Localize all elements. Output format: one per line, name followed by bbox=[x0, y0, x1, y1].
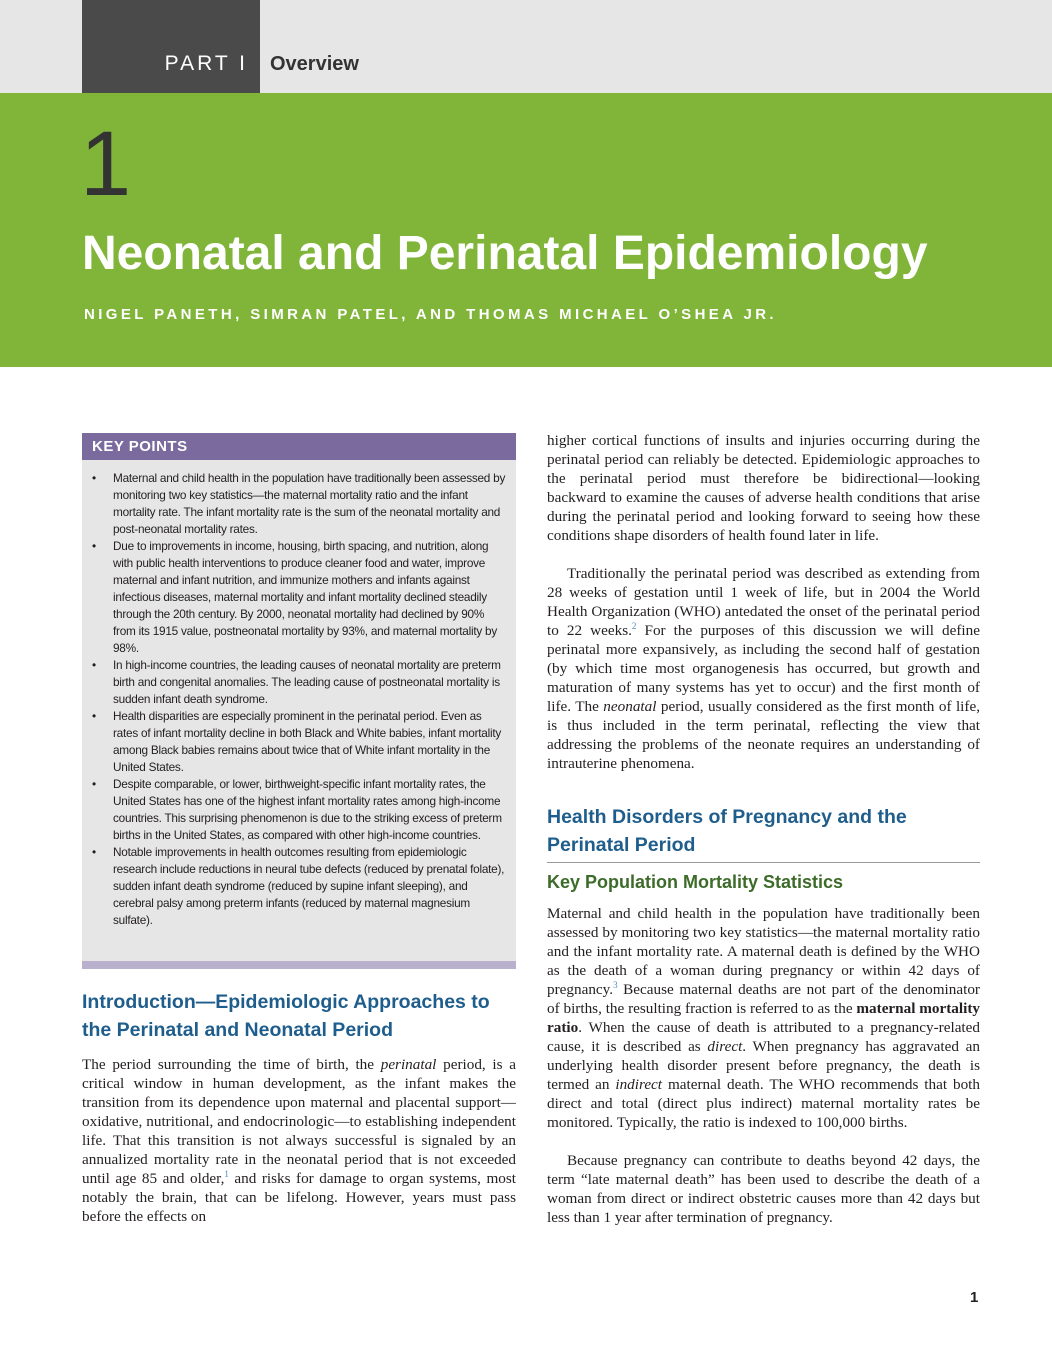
bullet-icon: • bbox=[92, 845, 96, 859]
continued-paragraph: higher cortical functions of insults and injuries occurring during the perinatal period can reliably be detected. Epidemiologic approaches to the perinatal period must therefore be bidirectional—looking backward to examine the causes of adverse health conditions that arise during the perinatal period and looking forward to seeing how these conditions shape disorders of health found later in life. bbox=[547, 432, 980, 544]
reference-link[interactable]: 3 bbox=[613, 979, 618, 990]
mortality-statistics-subheading: Key Population Mortality Statistics bbox=[547, 872, 844, 892]
key-points-box bbox=[82, 433, 516, 969]
key-point-item: • Notable improvements in health outcomes resulting from epidemiologic research include reductions in neural tube defects (reduced by prenatal folate), sudden infant death syndrome (reduced by supine infant sleeping), and cerebral palsy among preterm infants (reduced by maternal magnesium sulfate). bbox=[92, 845, 505, 927]
key-point-item: • Due to improvements in income, housing, birth spacing, and nutrition, along with public health interventions to produce cleaner food and water, improve maternal and infant nutrition, and immunize mothers and infants against infectious diseases, maternal mortality and infant mortality declined steadily through the 20th century. By 2000, neonatal mortality had declined by 90% from its 1915 value, postneonatal mortality by 93%, and maternal mortality by 98%. bbox=[92, 539, 498, 655]
perinatal-definition-paragraph: Traditionally the perinatal period was described as extending from 28 weeks of gestation until 1 week of life, but in 2004 the World Health Organization (WHO) antedated the onset of the perinatal period to 22 weeks.$^2$ For the purposes of this discussion we will define perinatal more expansively, as including the second half of gestation (by which time most organogenesis has occurred, but growth and maturation of many systems has yet to occur) and the first month of life. The neonatal period, usually considered as the first month of life, is thus included in the term perinatal, reflecting the view that addressing the problems of the neonate requires an understanding of intrauterine phenomena. bbox=[547, 565, 980, 772]
key-points-list bbox=[92, 470, 508, 929]
key-points-title: KEY POINTS bbox=[92, 438, 188, 455]
key-point-item: • In high-income countries, the leading causes of neonatal mortality are preterm birth and congenital anomalies. The leading cause of postneonatal mortality is sudden infant death syndrome. bbox=[92, 658, 501, 706]
chapter-authors: NIGEL PANETH, SIMRAN PATEL, AND THOMAS MICHAEL O’SHEA JR. bbox=[84, 306, 777, 323]
intro-heading: Introduction—Epidemiologic Approaches to the Perinatal and Neonatal Period bbox=[82, 991, 490, 1041]
page-number: 1 bbox=[970, 1289, 979, 1306]
part-label: PART I bbox=[164, 52, 248, 75]
part-box bbox=[82, 0, 260, 93]
health-disorders-heading: Health Disorders of Pregnancy and the Perinatal Period bbox=[547, 806, 907, 856]
intro-paragraph: The period surrounding the time of birth, the perinatal period, is a critical window in human development, as the infant makes the transition from its dependence upon maternal and placental support—oxidative, nutritional, and endocrinologic—to establishing independent life. That this transition is not always successful is signaled by an annualized mortality rate in the neonatal period that is not exceeded until age 85 and older,$^1$ and risks for damage to organ systems, most notably the brain, that can be lifelong. However, years must pass before the effects on bbox=[82, 1056, 516, 1225]
bullet-icon: • bbox=[92, 471, 96, 485]
bullet-icon: • bbox=[92, 777, 96, 791]
chapter-title: Neonatal and Perinatal Epidemiology bbox=[82, 227, 928, 280]
bullet-icon: • bbox=[92, 709, 96, 723]
bullet-icon: • bbox=[92, 539, 96, 553]
key-point-item: • Despite comparable, or lower, birthweight-specific infant mortality rates, the United States has one of the highest infant mortality rates among high-income countries. This surprising phenomenon is due to the striking excess of preterm births in the United States, as compared with other high-income countries. bbox=[92, 777, 502, 842]
reference-link[interactable]: 2 bbox=[631, 620, 637, 631]
bullet-icon: • bbox=[92, 658, 96, 672]
section-divider bbox=[547, 862, 980, 863]
key-point-item: • Maternal and child health in the population have traditionally been assessed by monitoring two key statistics—the maternal mortality ratio and the infant mortality rate. The infant mortality rate is the sum of the neonatal mortality and post-neonatal mortality rates. bbox=[92, 471, 506, 536]
key-points-footer-bar bbox=[82, 961, 516, 969]
key-points-header bbox=[82, 433, 516, 460]
chapter-number: 1 bbox=[80, 113, 132, 215]
key-point-item: • Health disparities are especially prominent in the perinatal period. Even as rates of infant mortality decline in both Black and White babies, infant mortality among Black babies remains about twice that of White infant mortality in the United States. bbox=[92, 709, 502, 774]
part-title: Overview bbox=[270, 53, 359, 75]
mortality-statistics-paragraph: Maternal and child health in the population have traditionally been assessed by monitoring two key statistics—the maternal mortality ratio and the infant mortality rate. A maternal death is defined by the WHO as the death of a woman during pregnancy or within 42 days of pregnancy.$^3$ Because maternal deaths are not part of the denominator of births, the resulting fraction is referred to as the maternal mortality ratio. When the cause of death is attributed to a pregnancy-related cause, it is described as direct. When pregnancy has aggravated an underlying health disorder present before pregnancy, the death is termed an indirect maternal death. The WHO recommends that both direct and total (direct plus indirect) maternal mortality rates be monitored. Typically, the ratio is indexed to 100,000 births. bbox=[547, 905, 981, 1131]
late-maternal-death-paragraph: Because pregnancy can contribute to deaths beyond 42 days, the term “late maternal death” has been used to describe the death of a woman from direct or indirect obstetric causes more than 42 days but less than 1 year after termination of pregnancy. bbox=[547, 1152, 980, 1226]
reference-link[interactable]: 1 bbox=[224, 1168, 229, 1179]
